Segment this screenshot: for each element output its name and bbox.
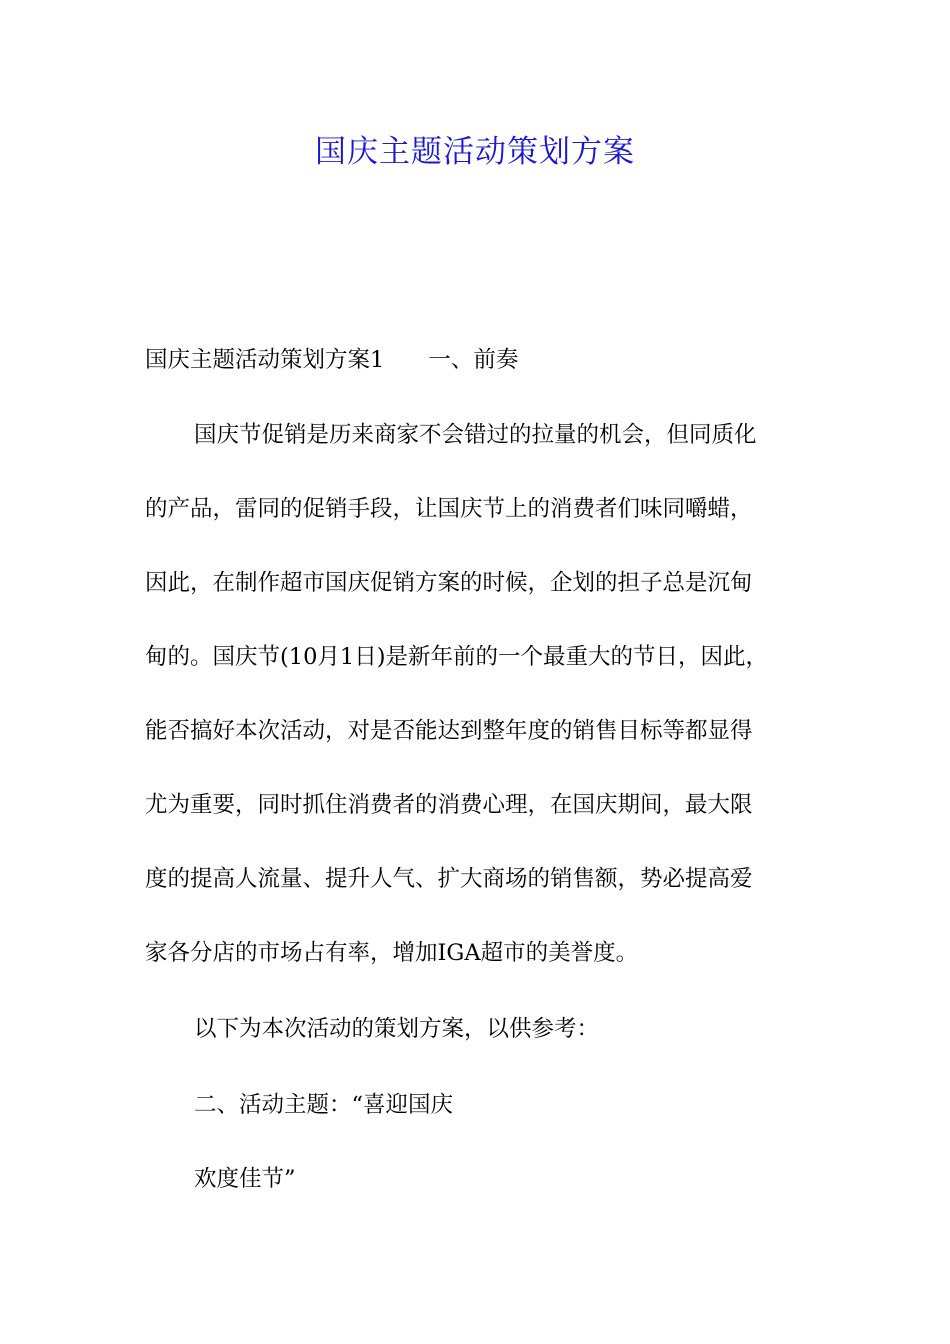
paragraph1-line: 国庆节促销是历来商家不会错过的拉量的机会，但同质化 [194,422,757,448]
heading-line-right: 一、前奏 [428,347,519,373]
theme-line-2: 欢度佳节” [194,1166,296,1192]
paragraph1-line: 尤为重要，同时抓住消费者的消费心理，在国庆期间，最大限 [145,792,753,818]
paragraph1-line: 甸的。国庆节(10月1日)是新年前的一个最重大的节日，因此， [145,644,769,670]
heading-line-left: 国庆主题活动策划方案1 [145,347,385,373]
paragraph1-line: 度的提高人流量、提升人气、扩大商场的销售额，势必提高爱 [145,866,753,892]
paragraph1-line: 因此，在制作超市国庆促销方案的时候，企划的担子总是沉甸 [145,570,753,596]
paragraph2: 以下为本次活动的策划方案，以供参考： [194,1016,600,1042]
theme-line-1: 二、活动主题：“喜迎国庆 [194,1092,454,1118]
paragraph1-line: 家各分店的市场占有率，增加IGA超市的美誉度。 [145,940,639,966]
document-title: 国庆主题活动策划方案 [315,134,635,170]
paragraph1-line: 的产品，雷同的促销手段，让国庆节上的消费者们味同嚼蜡， [145,496,753,522]
heading-line [145,345,518,375]
paragraph1-line: 能否搞好本次活动，对是否能达到整年度的销售目标等都显得 [145,718,753,744]
